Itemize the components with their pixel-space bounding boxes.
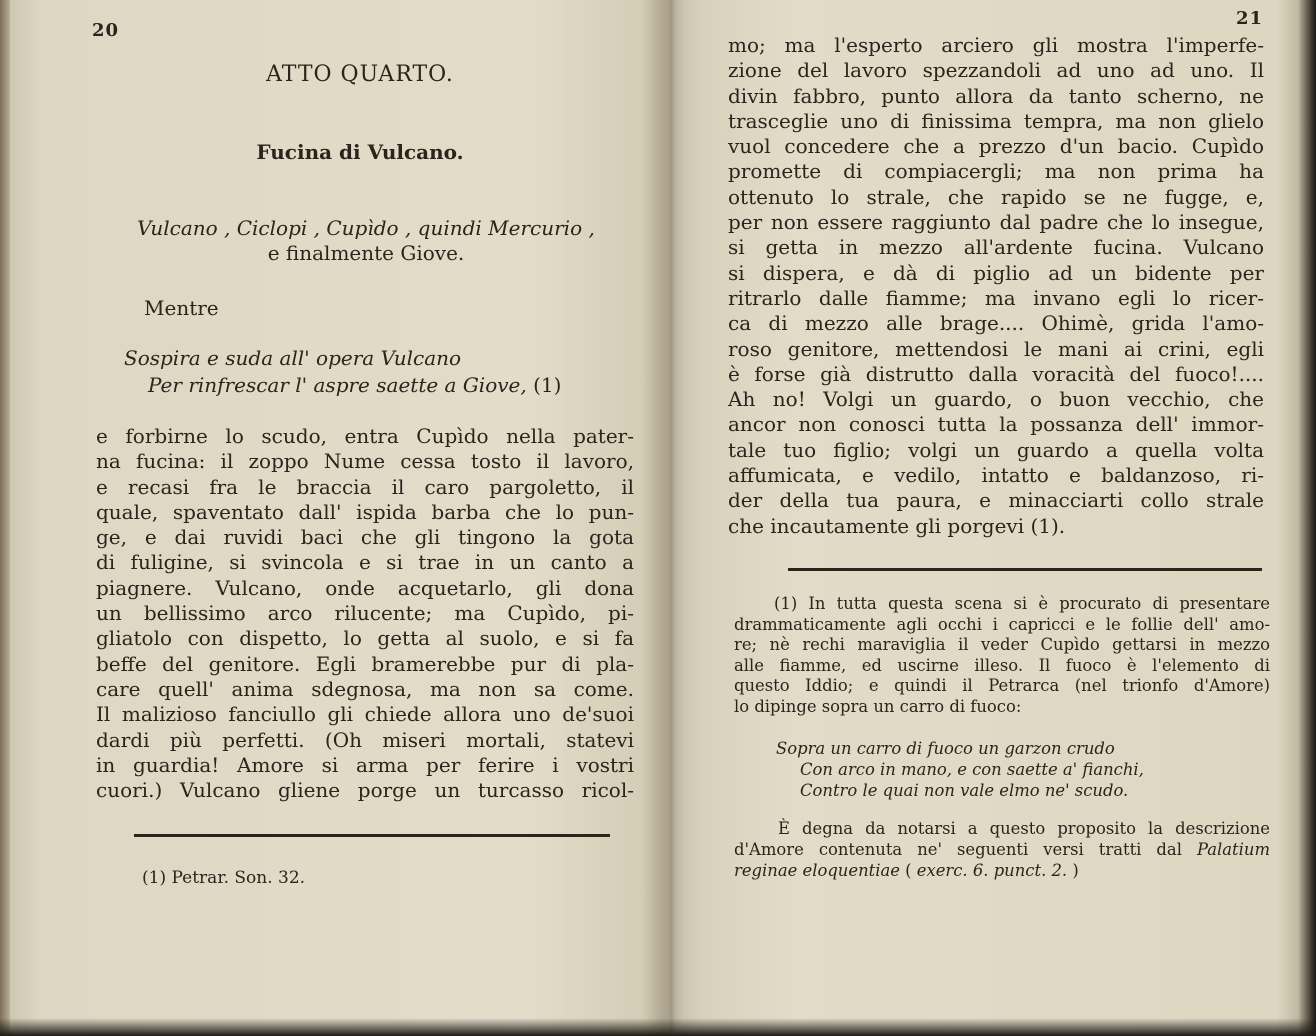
right-footnote-line: re; nè rechi maraviglia il veder Cupìdo gettarsi in mezzo bbox=[734, 635, 1270, 655]
lead-word: Mentre bbox=[144, 296, 219, 320]
left-body-line: e forbirne lo scudo, entra Cupìdo nella pater- bbox=[96, 424, 634, 448]
right-footnote-line: alle fiamme, ed uscirne illeso. Il fuoco è l'elemento di bbox=[734, 655, 1270, 675]
left-page-number: 20 bbox=[92, 20, 120, 41]
right-body-line: che incautamente gli porgevi (1). bbox=[728, 513, 1066, 538]
quote-line-2-wrap bbox=[124, 372, 561, 399]
right-body-line: Ah no! Volgi un guardo, o buon vecchio, che bbox=[728, 387, 1264, 412]
footnote2-line-2-text: d'Amore contenuta ne' seguenti versi tratti dal bbox=[734, 840, 1197, 859]
left-body-line: gliatolo con dispetto, lo getta al suolo, e si fa bbox=[96, 626, 634, 651]
verse-line: Sopra un carro di fuoco un garzon crudo bbox=[776, 739, 1115, 758]
right-body-line: si dispera, e dà di piglio ad un bidente per bbox=[728, 260, 1264, 285]
book-edge-bottom bbox=[0, 1018, 1316, 1036]
right-body-line: vuol concedere che a prezzo d'un bacio. Cupìdo bbox=[728, 134, 1264, 159]
left-body-line: Il malizioso fanciullo gli chiede allora uno de'suoi bbox=[96, 702, 634, 727]
right-footnote-continuation bbox=[734, 818, 1270, 881]
footnote2-reginae: reginae eloquentiae bbox=[734, 861, 900, 880]
quote-footnote-ref: (1) bbox=[533, 373, 562, 397]
right-footnote-line: lo dipinge sopra un carro di fuoco: bbox=[734, 696, 1022, 716]
left-body-line: beffe del genitore. Egli bramerebbe pur di pla- bbox=[96, 651, 634, 676]
left-body-line: e recasi fra le braccia il caro pargoletto, il bbox=[96, 474, 634, 499]
footnote2-line-3 bbox=[734, 860, 1270, 881]
book-edge-right bbox=[1298, 0, 1316, 1036]
right-body-line: mo; ma l'esperto arciero gli mostra l'imperfe- bbox=[728, 33, 1264, 57]
left-body-line: di fuligine, si svincola e si trae in un canto a bbox=[96, 550, 634, 575]
verse-line: Con arco in mano, e con saette a' fianchi, bbox=[800, 760, 1144, 779]
left-body-line: piagnere. Vulcano, onde acquetarlo, gli dona bbox=[96, 575, 634, 600]
right-footnote-rule bbox=[788, 568, 1262, 571]
right-body-paragraph bbox=[728, 33, 1264, 539]
verse-quote bbox=[124, 345, 561, 399]
left-body-line: care quell' anima sdegnosa, ma non sa come. bbox=[96, 676, 634, 701]
right-body-line: ottenuto lo strale, che rapido se ne fugge, e, bbox=[728, 184, 1264, 209]
right-body-line: ca di mezzo alle brage.... Ohimè, grida l'amo- bbox=[728, 311, 1264, 336]
right-body-line: ancor non conosci tutta la possanza dell' immor- bbox=[728, 412, 1264, 437]
quote-line-1: Sospira e suda all' opera Vulcano bbox=[124, 346, 462, 370]
footnote2-paren-close: ) bbox=[1067, 861, 1079, 880]
characters-line-1: Vulcano , Ciclopi , Cupìdo , quindi Mercurio , bbox=[137, 216, 595, 240]
right-body-line: è forse già distrutto dalla voracità del fuoco!.... bbox=[728, 361, 1264, 386]
scene-title: Fucina di Vulcano. bbox=[256, 140, 464, 164]
right-body-line: ritrarlo dalle fiamme; ma invano egli lo ricer- bbox=[728, 285, 1264, 310]
right-footnote-line: questo Iddio; e quindi il Petrarca (nel trionfo d'Amore) bbox=[734, 676, 1270, 696]
footnote2-line-2 bbox=[734, 839, 1270, 860]
book-edge-left bbox=[0, 0, 10, 1036]
characters-list bbox=[96, 216, 636, 266]
left-footnote-rule bbox=[134, 834, 610, 837]
petrarch-verse bbox=[776, 738, 1144, 801]
characters-line-2: e finalmente Giove. bbox=[267, 241, 465, 265]
act-title: ATTO QUARTO. bbox=[266, 62, 454, 87]
footnote2-line-1: È degna da notarsi a questo proposito la descrizione bbox=[778, 819, 1270, 838]
right-footnote-line: drammaticamente agli occhi i capricci e le follie dell' amo- bbox=[734, 614, 1270, 634]
verse-line: Contro le quai non vale elmo ne' scudo. bbox=[800, 781, 1129, 800]
left-body-line: cuori.) Vulcano gliene porge un turcasso ricol- bbox=[96, 778, 634, 803]
left-body-line: dardi più perfetti. (Oh miseri mortali, statevi bbox=[96, 727, 634, 752]
right-body-line: divin fabbro, punto allora da tanto scherno, ne bbox=[728, 83, 1264, 108]
right-footnote-line: (1) In tutta questa scena si è procurato di presentare bbox=[774, 594, 1270, 613]
left-body-paragraph bbox=[96, 424, 634, 803]
right-body-line: der della tua paura, e minacciarti collo strale bbox=[728, 488, 1264, 513]
right-body-line: roso genitore, mettendosi le mani ai crini, egli bbox=[728, 336, 1264, 361]
right-footnote bbox=[734, 594, 1270, 718]
right-body-line: per non essere raggiunto dal padre che lo insegue, bbox=[728, 210, 1264, 235]
right-body-line: affumicata, e vedilo, intatto e baldanzoso, ri- bbox=[728, 463, 1264, 488]
left-body-line: un bellissimo arco rilucente; ma Cupìdo, pi- bbox=[96, 601, 634, 626]
quote-line-2: Per rinfrescar l' aspre saette a Giove, bbox=[148, 373, 527, 397]
right-body-line: zione del lavoro spezzandoli ad uno ad uno. Il bbox=[728, 58, 1264, 83]
right-body-line: si getta in mezzo all'ardente fucina. Vulcano bbox=[728, 235, 1264, 260]
footnote2-paren-open: ( bbox=[899, 861, 917, 880]
left-body-line: in guardia! Amore si arma per ferire i vostri bbox=[96, 752, 634, 777]
book-spine bbox=[640, 0, 700, 1036]
footnote2-exerc: exerc. 6. punct. 2. bbox=[916, 861, 1068, 880]
right-body-line: tale tuo figlio; volgi un guardo a quella volta bbox=[728, 437, 1264, 462]
footnote2-palatium: Palatium bbox=[1196, 840, 1270, 859]
left-body-line: na fucina: il zoppo Nume cessa tosto il lavoro, bbox=[96, 449, 634, 474]
right-page-number: 21 bbox=[1236, 8, 1264, 29]
right-body-line: trasceglie uno di finissima tempra, ma non glielo bbox=[728, 108, 1264, 133]
left-body-line: ge, e dai ruvidi baci che gli tingono la gota bbox=[96, 525, 634, 550]
left-footnote: (1) Petrar. Son. 32. bbox=[142, 868, 306, 888]
right-body-line: promette di compiacergli; ma non prima ha bbox=[728, 159, 1264, 184]
left-body-line: quale, spaventato dall' ispida barba che lo pun- bbox=[96, 499, 634, 524]
